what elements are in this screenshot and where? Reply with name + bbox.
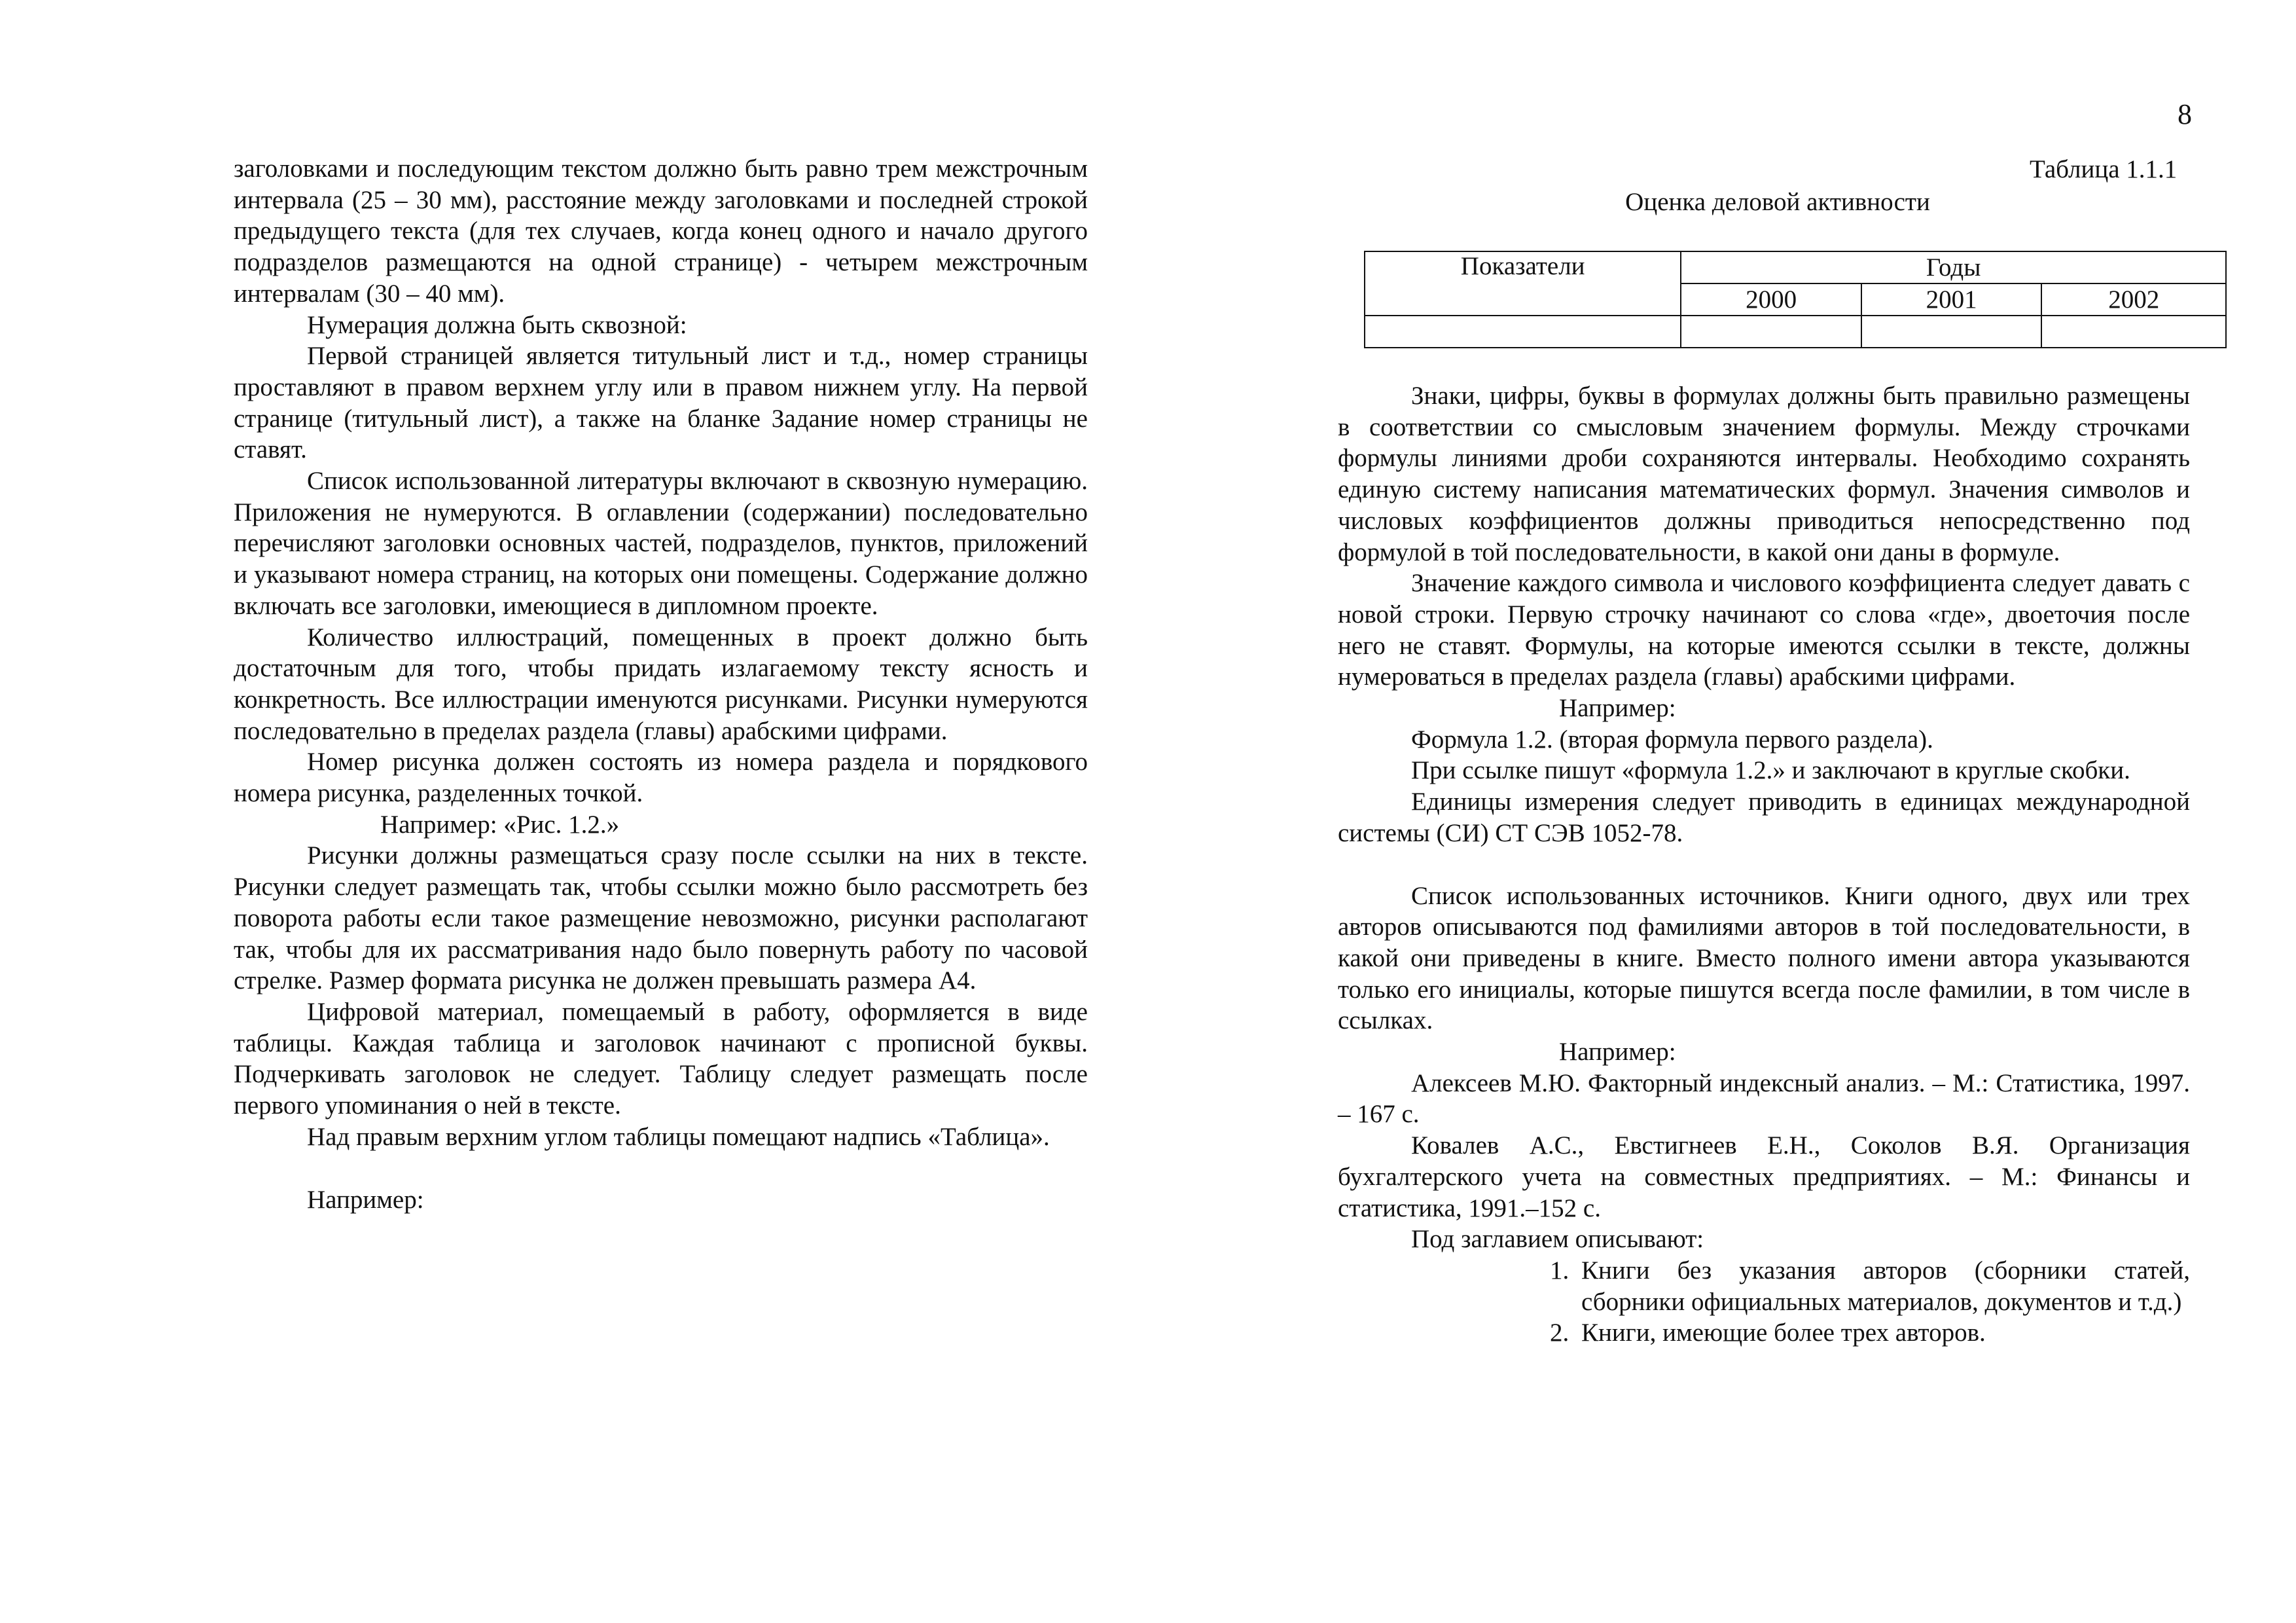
- paragraph: Первой страницей является титульный лист и т.д., номер страницы проставляют в правом верхнем углу или в правом нижнем углу. На первой странице (титульный лист), а также на бланке Задание номер страницы не ставят.: [234, 342, 1088, 464]
- numbered-list: [1338, 1255, 2190, 1349]
- paragraph: Единицы измерения следует приводить в единицах международной системы (СИ) СТ СЭВ 1052-78.: [1338, 788, 2190, 847]
- paragraph: Цифровой материал, помещаемый в работу, оформляется в виде таблицы. Каждая таблица и заголовок начинают с прописной буквы. Подчеркивать заголовок не следует. Таблицу следует размещать после первого упоминания о ней в тексте.: [234, 997, 1088, 1120]
- list-item-text: Книги, имеющие более трех авторов.: [1581, 1319, 1986, 1347]
- paragraph: Нумерация должна быть сквозной:: [307, 310, 687, 339]
- table-header-row: [1365, 251, 2226, 283]
- paragraph: Значение каждого символа и числового коэффициента следует давать с новой строки. Первую строчку начинают со слова «где», двоеточия после него не ставят. Формулы, на которые имеются ссылки в тексте, должны нумероваться в пределах раздела (главы) арабскими цифрами.: [1338, 569, 2190, 691]
- example-label: Например:: [307, 1185, 424, 1214]
- table-header-indicators: Показатели: [1365, 251, 1681, 316]
- paragraph: Под заглавием описывают:: [1411, 1225, 1704, 1254]
- table-caption: Таблица 1.1.1: [2030, 155, 2178, 183]
- example-label: Например:: [1559, 694, 1676, 723]
- spacer: [234, 1153, 1088, 1184]
- list-item-number: 2.: [1550, 1319, 1570, 1347]
- spacer: [1338, 849, 2190, 881]
- paragraph: Знаки, цифры, буквы в формулах должны быть правильно размещены в соответствии со смысловым значением формулы. Между строчками формулы линиями дроби сохраняются интервалы. Необходимо сохранять единую систему написания математических формул. Значения символов и числовых коэффициентов должны приводиться непосредственно под формулой в той последовательности, в какой они даны в формуле.: [1338, 382, 2190, 566]
- table-title: Оценка деловой активности: [1625, 188, 1930, 216]
- paragraph: Количество иллюстраций, помещенных в проект должно быть достаточным для того, чтобы придать излагаемому тексту ясность и конкретность. Все иллюстрации именуются рисунками. Рисунки нумеруются последовательно в пределах раздела (главы) арабскими цифрами.: [234, 623, 1088, 745]
- table-year-cell: 2002: [2041, 283, 2226, 316]
- table-cell: [1861, 316, 2042, 348]
- right-page: [1148, 0, 2296, 1623]
- reference-entry: Алексеев М.Ю. Факторный индексный анализ. – М.: Статистика, 1997. – 167 с.: [1338, 1068, 2190, 1129]
- list-item: [1550, 1317, 2190, 1349]
- table-cell: [2041, 316, 2226, 348]
- list-item: [1550, 1255, 2190, 1317]
- paragraph: заголовками и последующим текстом должно быть равно трем межстрочным интервала (25 – 30 мм), расстояние между заголовками и последней строкой предыдущего текста (для тех случаев, когда конец одного и начало другого подразделов размещаются на одной странице) - четырем межстрочным интервалам (30 – 40 мм).: [234, 155, 1088, 308]
- paragraph: Список использованных источников. Книги одного, двух или трех авторов описываются под фамилиями авторов в той последовательности, в какой они приведены в книге. Вместо полного имени автора указываются только его инициалы, которые пишутся всегда после фамилии, в том числе в ссылках.: [1338, 881, 2190, 1035]
- page-number: 8: [2178, 98, 2192, 130]
- list-item-number: 1.: [1550, 1256, 1570, 1285]
- table-year-cell: 2001: [1861, 283, 2042, 316]
- right-text-column: [1338, 380, 2190, 1349]
- paragraph: Рисунки должны размещаться сразу после ссылки на них в тексте. Рисунки следует размещать так, чтобы ссылки можно было рассмотреть без поворота работы если такое размещение невозможно, рисунки располагают так, чтобы для их рассматривания надо было повернуть работу по часовой стрелке. Размер формата рисунка не должен превышать размера А4.: [234, 841, 1088, 995]
- left-text-column: [234, 153, 1088, 1215]
- paragraph: Формула 1.2. (вторая формула первого раздела).: [1411, 725, 1933, 754]
- table-row: [1365, 316, 2226, 348]
- paragraph: При ссылке пишут «формула 1.2.» и заключают в круглые скобки.: [1411, 756, 2130, 785]
- table-year-cell: 2000: [1681, 283, 1861, 316]
- paragraph: Номер рисунка должен состоять из номера раздела и порядкового номера рисунка, разделенных точкой.: [234, 748, 1088, 808]
- example-label: Например: «Рис. 1.2.»: [380, 810, 620, 839]
- table-cell: [1681, 316, 1861, 348]
- table-cell: [1365, 316, 1681, 348]
- example-label: Например:: [1559, 1038, 1676, 1067]
- reference-entry: Ковалев А.С., Евстигнеев Е.Н., Соколов В.Я. Организация бухгалтерского учета на совместных предприятиях. – М.: Финансы и статистика, 1991.–152 с.: [1338, 1131, 2190, 1222]
- business-activity-table: [1364, 251, 2227, 348]
- list-item-text: Книги без указания авторов (сборники статей, сборники официальных материалов, документов и т.д.): [1581, 1256, 2190, 1316]
- paragraph: Над правым верхним углом таблицы помещают надпись «Таблица».: [307, 1122, 1050, 1151]
- table-header-years: Годы: [1681, 251, 2226, 283]
- paragraph: Список использованной литературы включают в сквозную нумерацию. Приложения не нумеруются. В оглавлении (содержании) последовательно перечисляют заголовки основных частей, подразделов, пунктов, приложений и указывают номера страниц, на которых они помещены. Содержание должно включать все заголовки, имеющиеся в дипломном проекте.: [234, 467, 1088, 620]
